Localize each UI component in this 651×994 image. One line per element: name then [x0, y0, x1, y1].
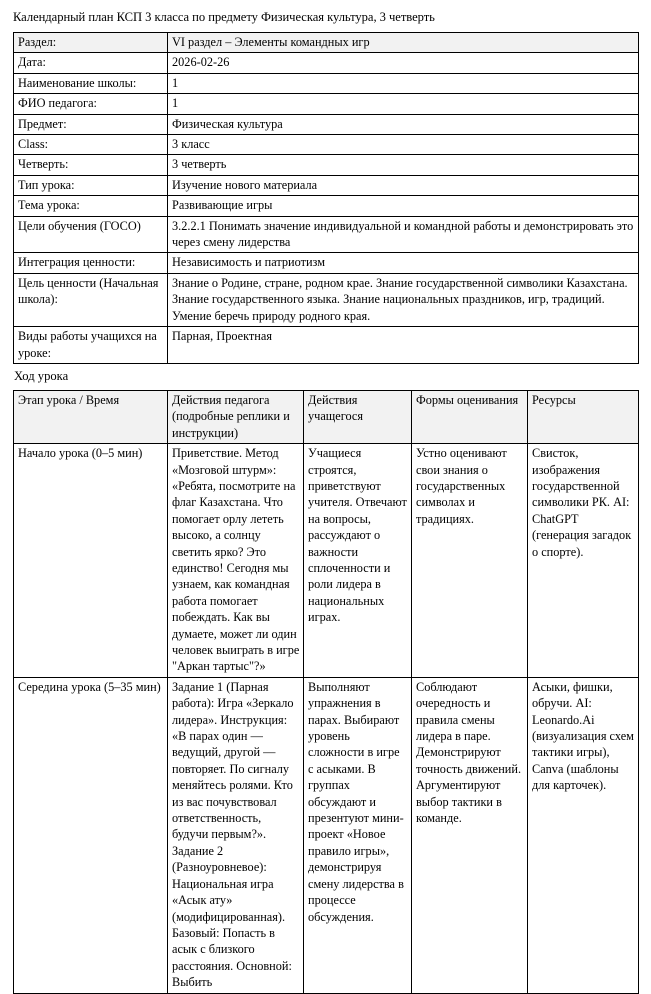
info-row-label: Class:	[14, 135, 168, 155]
info-row-value: Развивающие игры	[168, 196, 639, 216]
info-row-value: Независимость и патриотизм	[168, 253, 639, 273]
flow-cell-teacher: Приветствие. Метод «Мозговой штурм»: «Ребята, посмотрите на флаг Казахстана. Что помогает орлу лететь высоко, а солнцу светить ярко? Это единство! Сегодня мы узнаем, как командная работа помогает побеждать. Как вы думаете, может ли один человек выиграть в игре "Аркан тартыс"?»	[168, 444, 304, 678]
info-table-row	[14, 216, 639, 253]
info-row-label: Тема урока:	[14, 196, 168, 216]
info-row-label: Предмет:	[14, 114, 168, 134]
info-row-label: ФИО педагога:	[14, 94, 168, 114]
info-table-row	[14, 155, 639, 175]
info-row-value: 1	[168, 94, 639, 114]
info-table-row	[14, 53, 639, 73]
info-row-value: 3 класс	[168, 135, 639, 155]
flow-cell-teacher: Задание 1 (Парная работа): Игра «Зеркало лидера». Инструкция: «В парах один — ведущий, другой — повторяет. По сигналу меняйтесь ролями. Кто из вас почувствовал ответственность, будучи первым?». Задание 2 (Разноуровневое): Национальная игра «Асык ату» (модифицированная). Базовый: Попасть в асык с близкого расстояния. Основной: Выбить	[168, 677, 304, 993]
info-table-row	[14, 273, 639, 326]
info-row-label: Дата:	[14, 53, 168, 73]
flow-header-teacher: Действия педагога (подробные реплики и инструкции)	[168, 390, 304, 443]
flow-cell-stage: Начало урока (0–5 мин)	[14, 444, 168, 678]
info-row-label: Наименование школы:	[14, 73, 168, 93]
info-row-label: Цели обучения (ГОСО)	[14, 216, 168, 253]
info-row-label: Интеграция ценности:	[14, 253, 168, 273]
info-row-value: 3 четверть	[168, 155, 639, 175]
flow-cell-student: Учащиеся строятся, приветствуют учителя. Отвечают на вопросы, рассуждают о важности сплоченности и роли лидера в национальных играх.	[304, 444, 412, 678]
info-table-row	[14, 175, 639, 195]
info-table-row	[14, 135, 639, 155]
info-row-value: Физическая культура	[168, 114, 639, 134]
info-table-row	[14, 114, 639, 134]
info-row-value: Изучение нового материала	[168, 175, 639, 195]
info-row-label: Тип урока:	[14, 175, 168, 195]
info-table-row	[14, 253, 639, 273]
info-row-label: Раздел:	[14, 33, 168, 53]
flow-cell-assessment: Соблюдают очередность и правила смены лидера в паре. Демонстрируют точность движений. Аргументируют выбор тактики в команде.	[412, 677, 528, 993]
flow-header-resources: Ресурсы	[528, 390, 639, 443]
info-row-label: Цель ценности (Начальная школа):	[14, 273, 168, 326]
info-table-row	[14, 94, 639, 114]
flow-header-student: Действия учащегося	[304, 390, 412, 443]
flow-table-row	[14, 444, 639, 678]
info-row-value: Знание о Родине, стране, родном крае. Знание государственной символики Казахстана. Знание государственного языка. Знание национальных праздников, игр, традиций. Умение беречь природу родного края.	[168, 273, 639, 326]
info-table-row	[14, 196, 639, 216]
info-row-value: VI раздел – Элементы командных игр	[168, 33, 639, 53]
info-row-value: 1	[168, 73, 639, 93]
flow-cell-student: Выполняют упражнения в парах. Выбирают уровень сложности в игре с асыками. В группах обсуждают и презентуют мини-проект «Новое правило игры», демонстрируя смену лидерства в процессе обсуждения.	[304, 677, 412, 993]
flow-cell-resources: Свисток, изображения государственной символики РК. AI: ChatGPT (генерация загадок о спорте).	[528, 444, 639, 678]
info-table-row	[14, 33, 639, 53]
flow-cell-stage: Середина урока (5–35 мин)	[14, 677, 168, 993]
info-table-row	[14, 327, 639, 364]
flow-cell-resources: Асыки, фишки, обручи. AI: Leonardo.Ai (визуализация схем тактики игры), Canva (шаблоны для карточек).	[528, 677, 639, 993]
info-table-row	[14, 73, 639, 93]
lesson-flow-table	[13, 390, 639, 994]
info-row-value: 2026-02-26	[168, 53, 639, 73]
page-title: Календарный план КСП 3 класса по предмету Физическая культура, 3 четверть	[13, 10, 435, 24]
flow-header-stage: Этап урока / Время	[14, 390, 168, 443]
flow-cell-assessment: Устно оценивают свои знания о государственных символах и традициях.	[412, 444, 528, 678]
section-caption: Ход урока	[14, 368, 69, 383]
info-row-value: Парная, Проектная	[168, 327, 639, 364]
info-row-label: Виды работы учащихся на уроке:	[14, 327, 168, 364]
flow-table-row	[14, 677, 639, 993]
flow-table-header-row	[14, 390, 639, 443]
lesson-info-table	[13, 32, 639, 364]
info-row-label: Четверть:	[14, 155, 168, 175]
flow-header-assessment: Формы оценивания	[412, 390, 528, 443]
info-row-value: 3.2.2.1 Понимать значение индивидуальной и командной работы и демонстрировать это через смену лидерства	[168, 216, 639, 253]
